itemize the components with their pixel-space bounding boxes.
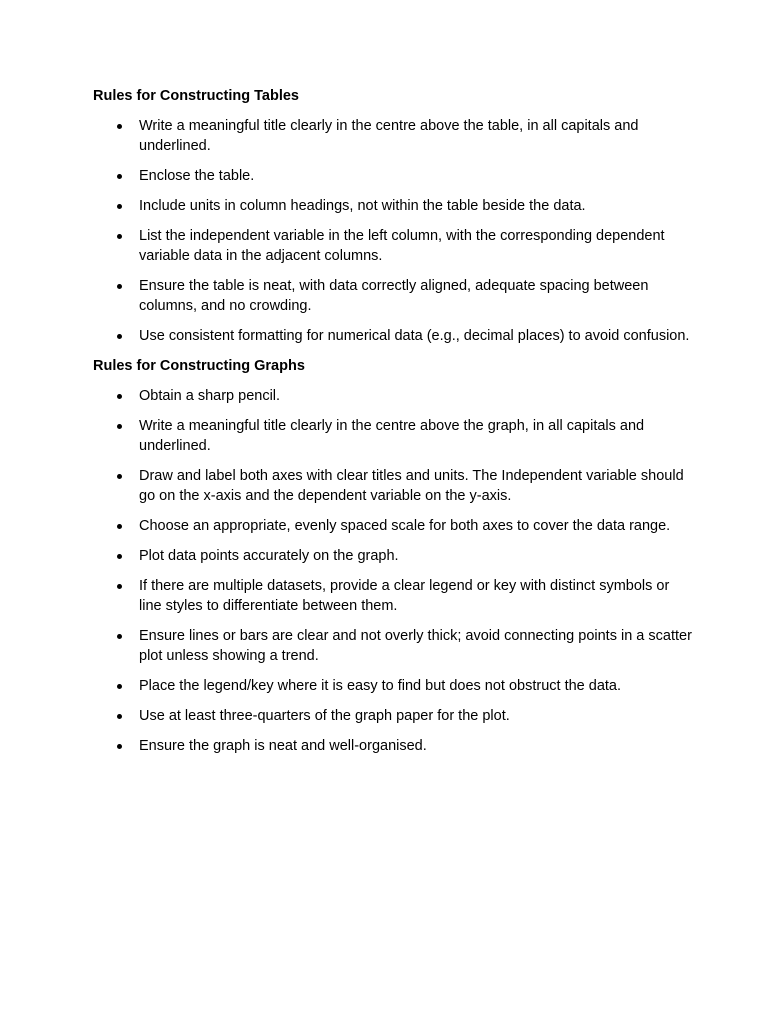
bullet-icon: [117, 234, 122, 239]
list-item-text: Obtain a sharp pencil.: [139, 388, 281, 404]
list-item: [93, 326, 693, 346]
list-item: [93, 626, 693, 666]
graphs-heading: Rules for Constructing Graphs: [93, 358, 305, 374]
document-page: [93, 86, 693, 766]
bullet-icon: [117, 474, 122, 479]
list-item: [93, 516, 693, 536]
list-item: [93, 166, 693, 186]
bullet-icon: [117, 124, 122, 129]
list-item: [93, 276, 693, 316]
list-item: [93, 226, 693, 266]
list-item: [93, 576, 693, 616]
list-item-text: List the independent variable in the left column, with the corresponding dependent variable data in the adjacent columns.: [139, 228, 665, 264]
list-item-text: Use consistent formatting for numerical data (e.g., decimal places) to avoid confusion.: [139, 328, 690, 344]
list-item-text: Include units in column headings, not within the table beside the data.: [139, 198, 586, 214]
list-item-text: If there are multiple datasets, provide a clear legend or key with distinct symbols or line styles to differentiate between them.: [139, 578, 670, 614]
list-item-text: Choose an appropriate, evenly spaced scale for both axes to cover the data range.: [139, 518, 671, 534]
bullet-icon: [117, 424, 122, 429]
list-item-text: Place the legend/key where it is easy to find but does not obstruct the data.: [139, 678, 622, 694]
bullet-icon: [117, 174, 122, 179]
list-item: [93, 706, 693, 726]
list-item-text: Draw and label both axes with clear titles and units. The Independent variable should go on the x-axis and the dependent variable on the y-axis.: [139, 468, 684, 504]
bullet-icon: [117, 584, 122, 589]
tables-heading: Rules for Constructing Tables: [93, 88, 299, 104]
list-item-text: Ensure lines or bars are clear and not overly thick; avoid connecting points in a scatter plot unless showing a trend.: [139, 628, 692, 664]
bullet-icon: [117, 284, 122, 289]
bullet-icon: [117, 524, 122, 529]
bullet-icon: [117, 714, 122, 719]
list-item: [93, 546, 693, 566]
list-item-text: Ensure the table is neat, with data correctly aligned, adequate spacing between columns, and no crowding.: [139, 278, 649, 314]
list-item: [93, 386, 693, 406]
list-item-text: Write a meaningful title clearly in the centre above the table, in all capitals and underlined.: [139, 118, 639, 154]
list-item-text: Plot data points accurately on the graph.: [139, 548, 399, 564]
bullet-icon: [117, 684, 122, 689]
list-item: [93, 676, 693, 696]
tables-rule-list: [93, 116, 693, 346]
list-item-text: Write a meaningful title clearly in the centre above the graph, in all capitals and underlined.: [139, 418, 645, 454]
list-item: [93, 116, 693, 156]
bullet-icon: [117, 394, 122, 399]
bullet-icon: [117, 634, 122, 639]
list-item: [93, 416, 693, 456]
list-item-text: Use at least three-quarters of the graph paper for the plot.: [139, 708, 510, 724]
bullet-icon: [117, 204, 122, 209]
list-item: [93, 196, 693, 216]
bullet-icon: [117, 744, 122, 749]
graphs-rule-list: [93, 386, 693, 756]
bullet-icon: [117, 334, 122, 339]
list-item-text: Enclose the table.: [139, 168, 255, 184]
list-item: [93, 736, 693, 756]
list-item: [93, 466, 693, 506]
bullet-icon: [117, 554, 122, 559]
list-item-text: Ensure the graph is neat and well-organised.: [139, 738, 427, 754]
